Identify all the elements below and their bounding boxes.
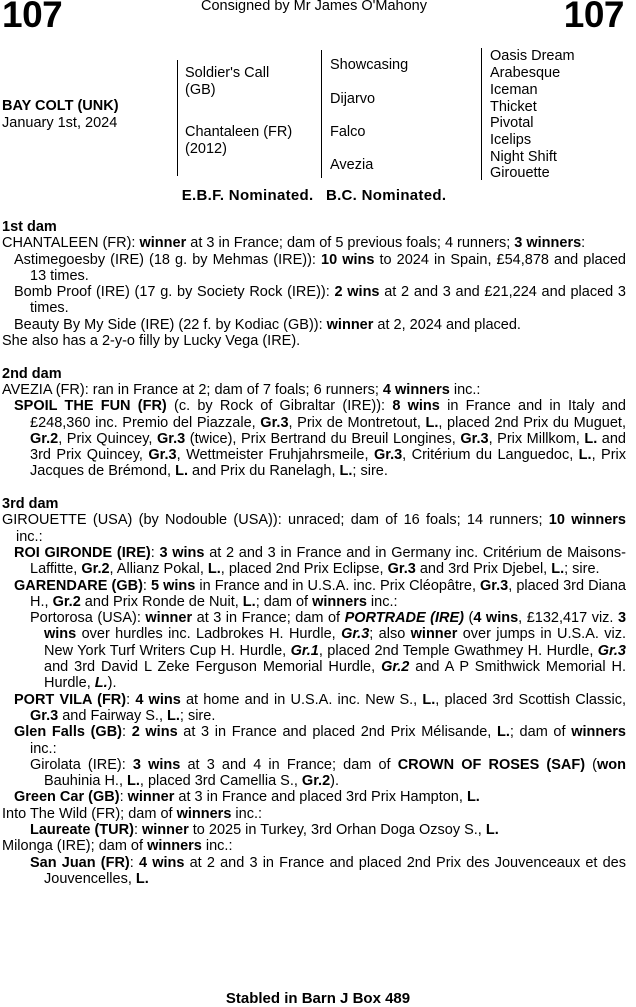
emphasis-text: winner: [326, 316, 374, 333]
emphasis-text: L.: [466, 789, 480, 806]
first-dam-intro: [2, 235, 626, 251]
plain-text: at 3 in France; dam of 5 previous foals; 4 runners;: [186, 235, 515, 252]
consignor-line: Consigned by Mr James O'Mahony: [200, 0, 427, 14]
emphasis-text: GARENDARE (GB): [14, 577, 143, 594]
produce-entry: [2, 724, 626, 757]
emphasis-text: Gr.2: [381, 659, 410, 676]
plain-text: Into The Wild (FR); dam of: [2, 805, 177, 822]
plain-text: ; sire.: [352, 463, 388, 480]
emphasis-text: 4 wins: [138, 854, 185, 871]
emphasis-text: Gr.2: [81, 561, 110, 578]
plain-text: and 3rd David L Zeke Ferguson Memorial Hurdle,: [44, 659, 382, 676]
plain-text: to 2025 in Turkey, 3rd Orhan Doga Ozsoy S.,: [188, 821, 486, 838]
plain-text: , £132,417 viz.: [518, 610, 618, 627]
emphasis-text: winners: [147, 838, 202, 855]
emphasis-text: won: [597, 756, 627, 773]
plain-text: (twice), Prix Bertrand du Breuil Longines,: [185, 430, 461, 447]
emphasis-text: ROI GIRONDE (IRE): [14, 544, 151, 561]
plain-text: :: [119, 789, 128, 806]
plain-text: , placed 3rd Diana H.,: [30, 577, 626, 610]
produce-entry: [2, 545, 626, 578]
plain-text: :: [142, 577, 151, 594]
horse-foaled-date: January 1st, 2024: [2, 115, 118, 131]
emphasis-text: 4 wins: [473, 610, 519, 627]
emphasis-text: 3 wins: [132, 756, 181, 773]
emphasis-text: 2 wins: [131, 724, 178, 741]
great-grandparent: Girouette: [490, 165, 550, 181]
grandparent-sire-sire: Showcasing: [330, 57, 409, 73]
plain-text: (: [585, 756, 598, 773]
emphasis-text: 5 wins: [151, 577, 196, 594]
produce-entry: [2, 789, 626, 805]
plain-text: , placed 3rd Camellia S.,: [139, 773, 302, 790]
produce-entry: [2, 757, 626, 790]
plain-text: inc.:: [449, 381, 481, 398]
first-dam-also: She also has a 2-y-o filly by Lucky Vega (IRE).: [2, 333, 301, 350]
plain-text: inc.:: [16, 528, 43, 545]
plain-text: AVEZIA (FR): ran in France at 2; dam of 7 foals; 6 runners;: [2, 381, 383, 398]
plain-text: over jumps in U.S.A. viz. New York Turf Writers Cup H. Hurdle,: [44, 626, 627, 659]
plain-text: Bomb Proof (IRE) (17 g. by Society Rock (IRE)):: [14, 284, 335, 301]
produce-entry: [2, 317, 626, 333]
plain-text: :: [150, 544, 160, 561]
emphasis-text: L.: [167, 707, 180, 724]
plain-text: , Wettmeister Fruhjahrsmeile,: [176, 447, 374, 464]
plain-text: to 2024 in Spain, £54,878 and placed 13 times.: [30, 251, 626, 284]
third-dam-heading: 3rd dam: [2, 496, 59, 513]
bc-nomination: B.C. Nominated.: [325, 187, 447, 204]
emphasis-text: L.: [339, 463, 353, 480]
emphasis-text: 10 wins: [321, 251, 375, 268]
plain-text: and A P Smithwick Memorial H. Hurdle,: [44, 659, 626, 692]
great-grandparent: Icelips: [490, 132, 532, 148]
lot-number-right: 107: [563, 0, 624, 35]
lot-number-left: 107: [2, 0, 63, 35]
pedigree-divider-3: [481, 48, 482, 180]
great-grandparent: Arabesque: [490, 65, 561, 81]
plain-text: ).: [330, 773, 339, 790]
third-dam-intro: [2, 512, 626, 545]
plain-text: , placed 2nd Temple Gwathmey H. Hurdle,: [318, 642, 598, 659]
plain-text: , placed 2nd Prix Eclipse,: [220, 561, 388, 578]
plain-text: Portorosa (USA):: [30, 610, 146, 627]
first-dam-heading: 1st dam: [2, 219, 57, 235]
emphasis-text: 2 wins: [334, 284, 380, 301]
emphasis-text: 10 winners: [548, 512, 626, 529]
plain-text: , Prix Quincey,: [58, 430, 157, 447]
plain-text: ; dam of: [255, 593, 313, 610]
great-grandparent: Oasis Dream: [490, 48, 575, 64]
emphasis-text: Gr.3: [387, 561, 416, 578]
dam-year: (2012): [185, 141, 227, 157]
emphasis-text: L.: [127, 773, 140, 790]
nominations: [0, 187, 628, 204]
emphasis-text: PORTRADE (IRE): [344, 610, 465, 627]
emphasis-text: Gr.2: [30, 430, 59, 447]
plain-text: , Allianz Pokal,: [109, 561, 208, 578]
emphasis-text: L.: [496, 724, 510, 741]
emphasis-text: PORT VILA (FR): [14, 691, 127, 708]
emphasis-text: 3 wins: [159, 544, 205, 561]
emphasis-text: Gr.3: [373, 447, 403, 464]
plain-text: in France and in U.S.A. inc. Prix Cléopâtre,: [195, 577, 481, 594]
plain-text: ).: [107, 675, 117, 692]
emphasis-text: 4 winners: [382, 381, 450, 398]
produce-entry: [2, 578, 626, 611]
produce-entry: [2, 284, 626, 317]
plain-text: GIROUETTE (USA) (by Nodouble (USA)): unraced; dam of 16 foals; 14 runners;: [2, 512, 549, 529]
plain-text: ; also: [369, 626, 411, 643]
emphasis-text: Gr.1: [290, 642, 319, 659]
stabled-location: Stabled in Barn J Box 489: [225, 990, 411, 1007]
emphasis-text: Gr.3: [597, 642, 626, 659]
emphasis-text: winner: [127, 789, 175, 806]
plain-text: Beauty By My Side (IRE) (22 f. by Kodiac (GB)):: [14, 316, 327, 333]
produce-entry: [2, 838, 626, 854]
emphasis-text: winners: [571, 724, 626, 741]
pedigree-divider-1: [177, 60, 178, 176]
emphasis-text: Gr.3: [156, 430, 186, 447]
plain-text: Girolata (IRE):: [30, 756, 133, 773]
ebf-nomination: E.B.F. Nominated.: [181, 187, 314, 204]
produce-entry: [2, 855, 626, 888]
emphasis-text: Glen Falls (GB): [14, 724, 122, 741]
sire-name: Soldier's Call: [185, 65, 270, 81]
plain-text: Milonga (IRE); dam of: [2, 838, 148, 855]
emphasis-text: L.: [94, 675, 108, 692]
emphasis-text: L.: [135, 870, 149, 887]
emphasis-text: Gr.3: [30, 707, 59, 724]
plain-text: and Fairway S.,: [58, 707, 168, 724]
plain-text: , Prix de Montretout,: [288, 414, 426, 431]
great-grandparent: Night Shift: [490, 149, 557, 165]
emphasis-text: Gr.3: [148, 447, 177, 464]
plain-text: ; dam of: [509, 724, 572, 741]
produce-entry: [2, 252, 626, 285]
great-grandparent: Iceman: [490, 82, 538, 98]
plain-text: CHANTALEEN (FR):: [2, 235, 140, 252]
produce-entry: [2, 822, 626, 838]
plain-text: , Prix Jacques de Brémond,: [30, 447, 626, 480]
emphasis-text: L.: [207, 561, 221, 578]
first-dam-produce: [2, 252, 626, 333]
emphasis-text: winners: [176, 805, 232, 822]
emphasis-text: SPOIL THE FUN (FR): [14, 398, 167, 415]
emphasis-text: Gr.3: [341, 626, 370, 643]
emphasis-text: winner: [139, 235, 187, 252]
plain-text: at 3 in France and placed 2nd Prix Mélisande,: [177, 724, 497, 741]
grandparent-sire-dam: Dijarvo: [330, 91, 376, 107]
emphasis-text: San Juan (FR): [30, 854, 130, 871]
plain-text: at 3 and 4 in France; dam of: [180, 756, 398, 773]
plain-text: and 3rd Prix Djebel,: [415, 561, 552, 578]
plain-text: in France and in Italy and £248,360 inc. Premio del Piazzale,: [30, 398, 626, 431]
plain-text: at 3 in France; dam of: [192, 610, 345, 627]
third-dam-produce: [2, 545, 626, 887]
plain-text: over hurdles inc. Ladbrokes H. Hurdle,: [76, 626, 342, 643]
emphasis-text: 4 wins: [135, 691, 181, 708]
emphasis-text: 3 winners: [514, 235, 582, 252]
emphasis-text: Gr.2: [301, 773, 331, 790]
second-dam-produce: [2, 398, 626, 479]
emphasis-text: winner: [145, 610, 193, 627]
plain-text: inc.:: [231, 805, 263, 822]
emphasis-text: L.: [242, 593, 256, 610]
plain-text: , placed 2nd Prix du Muguet,: [438, 414, 626, 431]
pedigree-divider-2: [321, 50, 322, 178]
plain-text: and 3rd Prix Quincey,: [30, 430, 626, 464]
plain-text: , Critérium du Languedoc,: [402, 447, 579, 464]
produce-entry: [2, 610, 626, 691]
dam-name: Chantaleen (FR): [185, 124, 293, 140]
plain-text: :: [129, 854, 139, 871]
plain-text: :: [133, 821, 142, 838]
emphasis-text: Gr.3: [260, 414, 289, 431]
emphasis-text: Laureate (TUR): [30, 821, 134, 838]
emphasis-text: L.: [578, 447, 592, 464]
produce-entry: [2, 692, 626, 725]
plain-text: inc.:: [30, 740, 57, 757]
plain-text: Bauhinia H.,: [44, 773, 128, 790]
plain-text: :: [126, 691, 136, 708]
plain-text: ; sire.: [179, 707, 216, 724]
plain-text: (: [464, 610, 474, 627]
emphasis-text: 8 wins: [392, 398, 440, 415]
grandparent-dam-dam: Avezia: [330, 157, 374, 173]
great-grandparent: Thicket: [490, 99, 537, 115]
plain-text: inc.:: [201, 838, 233, 855]
emphasis-text: winner: [142, 821, 189, 838]
emphasis-text: L.: [485, 821, 499, 838]
emphasis-text: L.: [425, 414, 439, 431]
plain-text: , placed 3rd Scottish Classic,: [435, 691, 626, 708]
great-grandparent: Pivotal: [490, 115, 534, 131]
plain-text: :: [122, 724, 132, 741]
horse-description: BAY COLT (UNK): [2, 98, 119, 114]
plain-text: at home and in U.S.A. inc. New S.,: [180, 691, 423, 708]
plain-text: :: [581, 235, 586, 252]
grandparent-dam-sire: Falco: [330, 124, 366, 140]
emphasis-text: L.: [422, 691, 436, 708]
second-dam-heading: 2nd dam: [2, 365, 62, 382]
second-dam-intro: [2, 382, 626, 398]
plain-text: inc.:: [366, 593, 398, 610]
plain-text: and Prix Ronde de Nuit,: [80, 593, 243, 610]
emphasis-text: Gr.3: [460, 430, 489, 447]
emphasis-text: 3 wins: [44, 610, 627, 643]
emphasis-text: Gr.2: [52, 593, 81, 610]
pedigree-notes: [2, 219, 626, 887]
emphasis-text: winner: [410, 626, 458, 643]
produce-entry: [2, 806, 626, 822]
emphasis-text: Gr.3: [480, 577, 509, 594]
plain-text: at 2 and 3 in France and in Germany inc. Critérium de Maisons-Laffitte,: [30, 544, 627, 578]
plain-text: Astimegoesby (IRE) (18 g. by Mehmas (IRE)):: [14, 251, 322, 268]
plain-text: and Prix du Ranelagh,: [187, 463, 340, 480]
plain-text: at 2 and 3 and £21,224 and placed 3 times.: [30, 284, 626, 317]
emphasis-text: Green Car (GB): [14, 789, 120, 806]
plain-text: at 2, 2024 and placed.: [373, 316, 521, 333]
plain-text: ; sire.: [564, 561, 600, 578]
emphasis-text: winners: [312, 593, 367, 610]
emphasis-text: L.: [175, 463, 188, 480]
emphasis-text: L.: [584, 430, 598, 447]
plain-text: at 2 and 3 in France and placed 2nd Prix des Jouvenceaux et des Jouvencelles,: [44, 854, 626, 887]
plain-text: (c. by Rock of Gibraltar (IRE)):: [166, 398, 393, 415]
plain-text: at 3 in France and placed 3rd Prix Hampton,: [174, 789, 467, 806]
sire-origin: (GB): [185, 82, 216, 98]
emphasis-text: L.: [551, 561, 565, 578]
plain-text: , Prix Millkom,: [488, 430, 585, 447]
emphasis-text: CROWN OF ROSES (SAF): [397, 756, 586, 773]
produce-entry: [2, 398, 626, 479]
